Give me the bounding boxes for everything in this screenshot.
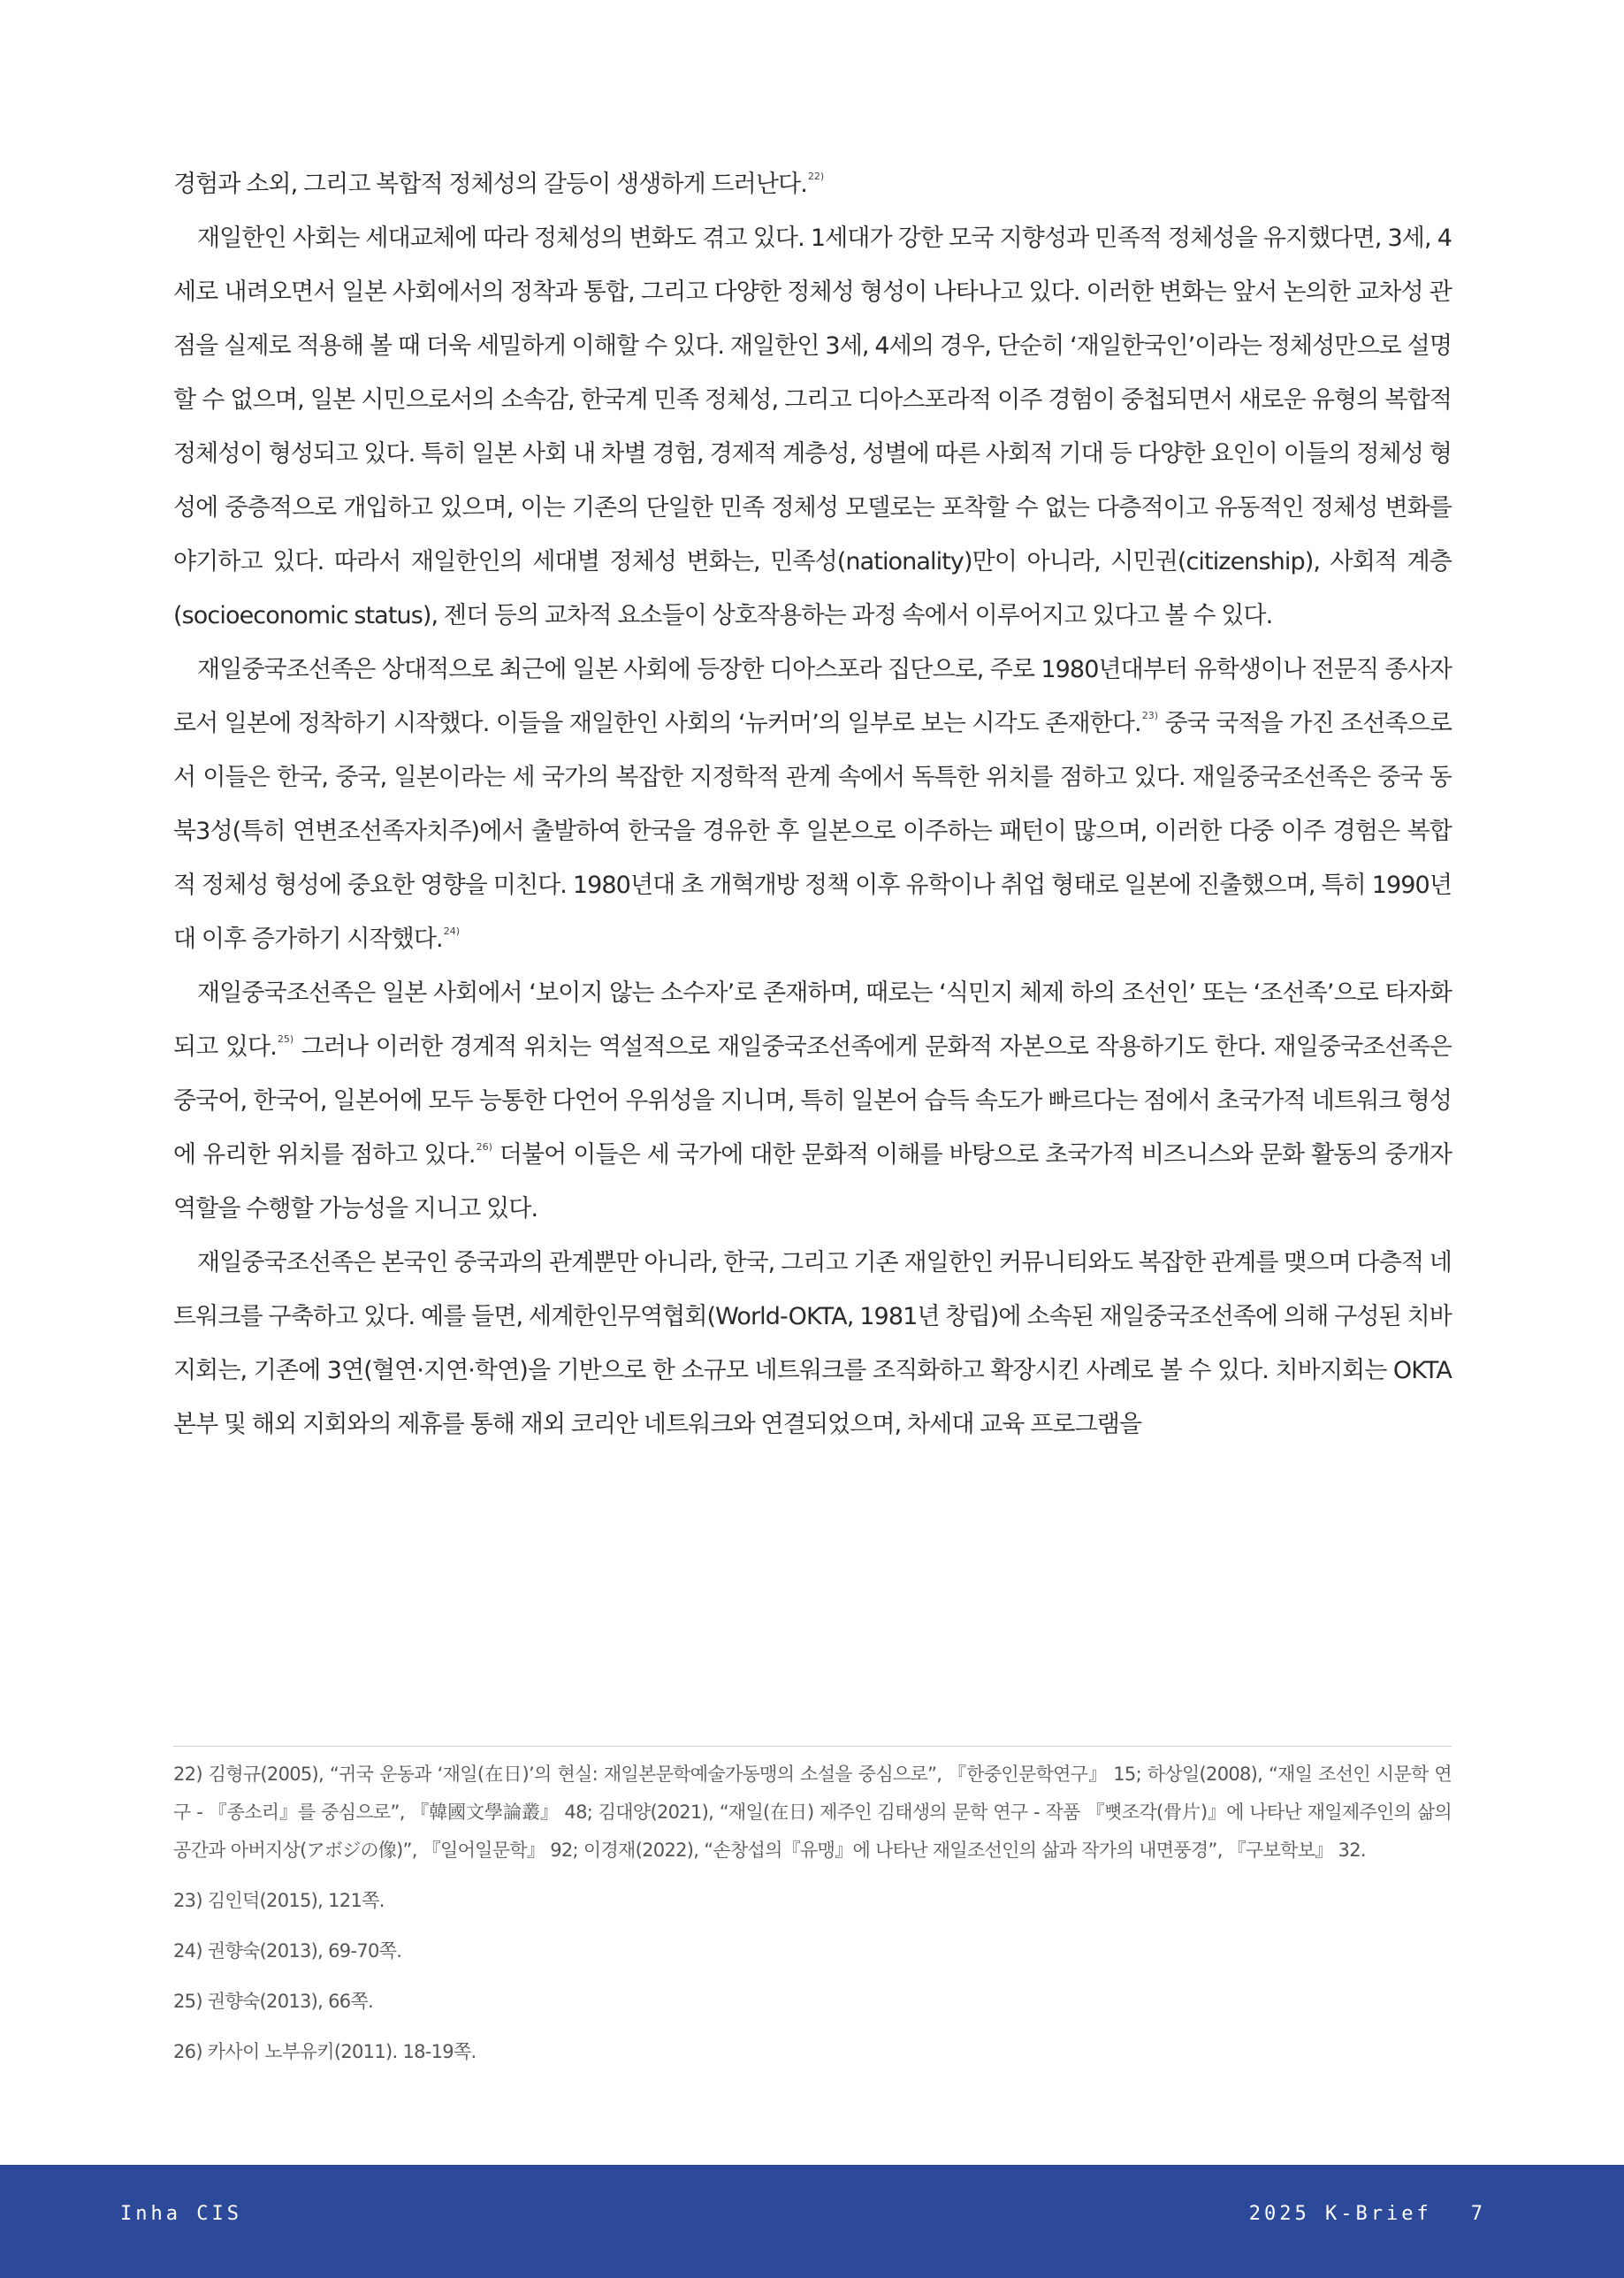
footer-publisher: Inha CIS <box>120 2203 242 2225</box>
footnote-ref-26[interactable]: 26) <box>476 1141 492 1153</box>
footnote-ref-25[interactable]: 25) <box>277 1033 294 1045</box>
page-footer <box>0 2165 1624 2278</box>
footnote-ref-23[interactable]: 23) <box>1141 710 1159 721</box>
footnotes <box>173 1756 1452 2084</box>
paragraph-4-text-3: 더불어 이들은 세 국가에 대한 문화적 이해를 바탕으로 초국가적 비즈니스와 문화 활동의 중개자 역할을 수행할 가능성을 지니고 있다. <box>173 1141 1452 1223</box>
paragraph-1 <box>173 157 1452 211</box>
footnote-ref-24[interactable]: 24) <box>443 926 461 937</box>
footer-publication-text: 2025 K-Brief <box>1248 2203 1432 2225</box>
footnote-22: 22) 김형규(2005), “귀국 운동과 ‘재일(在日)’의 현실: 재일본문학예술가동맹의 소설을 중심으로”, 『한중인문학연구』 15; 하상일(2008), “재일 조선인 시문학 연구 - 『종소리』를 중심으로”, 『韓國文學論叢』 48; 김대양(2021), “재일(在日) 제주인 김태생의 문학 연구 - 작품 『뼛조각(骨片)』에 나타난 재일제주인의 삶의 공간과 아버지상(アボジの像)”, 『일어일문학』 92; 이경재(2022), “손창섭의『유맹』에 나타난 재일조선인의 삶과 작가의 내면풍경”, 『구보학보』 32. <box>173 1764 1452 1861</box>
paragraph-4 <box>173 966 1452 1236</box>
paragraph-4-text-1: 재일중국조선족은 일본 사회에서 ‘보이지 않는 소수자’로 존재하며, 때로는 ‘식민지 체제 하의 조선인’ 또는 ‘조선족’으로 타자화되고 있다. <box>173 979 1452 1061</box>
paragraph-3-text-2: 중국 국적을 가진 조선족으로서 이들은 한국, 중국, 일본이라는 세 국가의 복잡한 지정학적 관계 속에서 독특한 위치를 점하고 있다. 재일중국조선족은 중국 동북3성(특히 연변조선족자치주)에서 출발하여 한국을 경유한 후 일본으로 이주하는 패턴이 많으며, 이러한 다중 이주 경험은 복합적 정체성 형성에 중요한 영향을 미친다. 1980년대 초 개혁개방 정책 이후 유학이나 취업 형태로 일본에 진출했으며, 특히 1990년대 이후 증가하기 시작했다. <box>173 710 1452 953</box>
paragraph-4-text-2: 그러나 이러한 경계적 위치는 역설적으로 재일중국조선족에게 문화적 자본으로 작용하기도 한다. 재일중국조선족은 중국어, 한국어, 일본어에 모두 능통한 다언어 우위성을 지니며, 특히 일본어 습득 속도가 빠르다는 점에서 초국가적 네트워크 형성에 유리한 위치를 점하고 있다. <box>173 1033 1452 1169</box>
footnote-24: 24) 권향숙(2013), 69-70쪽. <box>173 1940 402 1962</box>
paragraph-5-text-1: 재일중국조선족은 본국인 중국과의 관계뿐만 아니라, 한국, 그리고 기존 재일한인 커뮤니티와도 복잡한 관계를 맺으며 다층적 네트워크를 구축하고 있다. 예를 들면, 세계한인무역협회(World-OKTA, 1981년 창립)에 소속된 재일중국조선족에 의해 구성된 치바지회는, 기존에 3연(혈연·지연·학연)을 기반으로 한 소규모 네트워크를 조직화하고 확장시킨 사례로 볼 수 있다. 치바지회는 OKTA 본부 및 해외 지회와의 제휴를 통해 재외 코리안 네트워크와 연결되었으며, 차세대 교육 프로그램을 <box>173 1249 1452 1438</box>
paragraph-3 <box>173 643 1452 966</box>
paragraph-1-text-1: 경험과 소외, 그리고 복합적 정체성의 갈등이 생생하게 드러난다. <box>173 171 807 198</box>
footnote-25: 25) 권향숙(2013), 66쪽. <box>173 1991 374 2012</box>
paragraph-5 <box>173 1236 1452 1451</box>
paragraph-2 <box>173 211 1452 643</box>
body-text <box>173 157 1452 1451</box>
footnote-26: 26) 카사이 노부유키(2011). 18-19쪽. <box>173 2041 477 2062</box>
footnote-divider <box>173 1746 1452 1747</box>
paragraph-2-text-1: 재일한인 사회는 세대교체에 따라 정체성의 변화도 겪고 있다. 1세대가 강한 모국 지향성과 민족적 정체성을 유지했다면, 3세, 4세로 내려오면서 일본 사회에서의 정착과 통합, 그리고 다양한 정체성 형성이 나타나고 있다. 이러한 변화는 앞서 논의한 교차성 관점을 실제로 적용해 볼 때 더욱 세밀하게 이해할 수 있다. 재일한인 3세, 4세의 경우, 단순히 ‘재일한국인’이라는 정체성만으로 설명할 수 없으며, 일본 시민으로서의 소속감, 한국계 민족 정체성, 그리고 디아스포라적 이주 경험이 중첩되면서 새로운 유형의 복합적 정체성이 형성되고 있다. 특히 일본 사회 내 차별 경험, 경제적 계층성, 성별에 따른 사회적 기대 등 다양한 요인이 이들의 정체성 형성에 중층적으로 개입하고 있으며, 이는 기존의 단일한 민족 정체성 모델로는 포착할 수 없는 다층적이고 유동적인 정체성 변화를 야기하고 있다. 따라서 재일한인의 세대별 정체성 변화는, 민족성(nationality)만이 아니라, 시민권(citizenship), 사회적 계층(socioeconomic status), 젠더 등의 교차적 요소들이 상호작용하는 과정 속에서 이루어지고 있다고 볼 수 있다. <box>173 225 1452 629</box>
footer-publication-title <box>1249 2203 1486 2225</box>
footnote-ref-22[interactable]: 22) <box>807 171 825 182</box>
paragraph-3-text-1: 재일중국조선족은 상대적으로 최근에 일본 사회에 등장한 디아스포라 집단으로, 주로 1980년대부터 유학생이나 전문직 종사자로서 일본에 정착하기 시작했다. 이들을 재일한인 사회의 ‘뉴커머’의 일부로 보는 시각도 존재한다. <box>173 656 1452 737</box>
page-number: 7 <box>1470 2203 1486 2225</box>
footnote-23: 23) 김인덕(2015), 121쪽. <box>173 1890 385 1911</box>
